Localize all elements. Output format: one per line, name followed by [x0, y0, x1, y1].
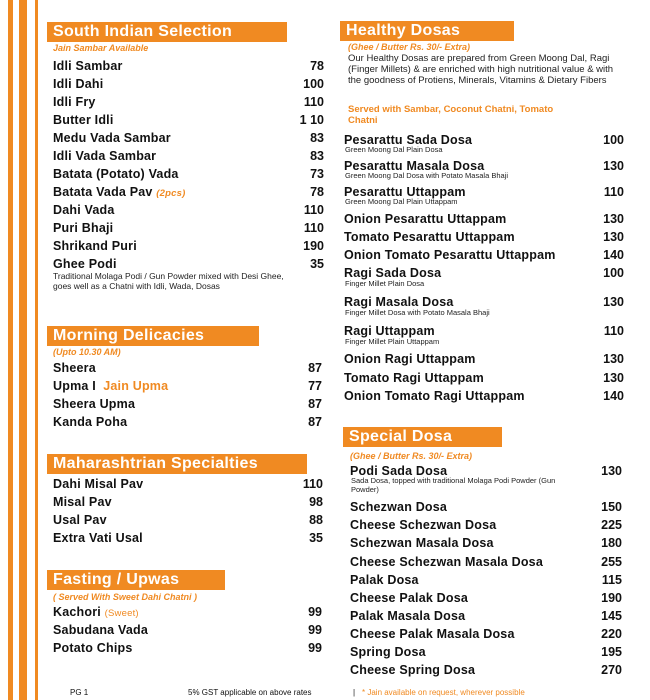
jain-note: * Jain available on request, wherever possible — [362, 688, 525, 697]
menu-item: Cheese Schezwan Masala Dosa — [350, 555, 543, 569]
menu-item: Tomato Ragi Uttappam — [344, 371, 484, 385]
menu-price: 1 10 — [299, 113, 324, 127]
menu-price: 150 — [601, 500, 622, 514]
menu-item: Upma I Jain Upma — [53, 379, 169, 393]
menu-item: Palak Masala Dosa — [350, 609, 466, 623]
menu-price: 130 — [603, 212, 624, 226]
menu-price: 87 — [308, 397, 322, 411]
menu-price: 83 — [310, 149, 324, 163]
menu-price: 140 — [603, 248, 624, 262]
menu-price: 190 — [303, 239, 324, 253]
menu-item: Butter Idli — [53, 113, 114, 127]
menu-price: 35 — [309, 531, 323, 545]
menu-price: 87 — [308, 415, 322, 429]
menu-item: Onion Tomato Pesarattu Uttappam — [344, 248, 556, 262]
menu-price: 110 — [603, 324, 624, 338]
menu-price: 130 — [603, 159, 624, 173]
menu-price: 99 — [308, 641, 322, 655]
menu-item: Ghee Podi — [53, 257, 117, 271]
item-description: Sada Dosa, topped with traditional Molaga Podi Powder (Gun Powder) — [351, 476, 556, 494]
item-extra: Jain Upma — [103, 379, 169, 393]
menu-price: 100 — [603, 266, 624, 280]
item-extra: (2pcs) — [156, 188, 186, 199]
menu-item: Batata Vada Pav (2pcs) — [53, 185, 186, 199]
menu-price: 110 — [303, 95, 324, 109]
menu-item: Extra Vati Usal — [53, 531, 143, 545]
menu-item: Onion Tomato Ragi Uttappam — [344, 389, 525, 403]
menu-price: 220 — [601, 627, 622, 641]
menu-price: 99 — [308, 605, 322, 619]
menu-price: 180 — [601, 536, 622, 550]
menu-item: Ragi Sada Dosa — [344, 266, 442, 280]
footer-separator: | — [353, 688, 356, 697]
section-subtitle-south-indian: Jain Sambar Available — [53, 43, 149, 53]
section-title-fasting: Fasting / Upwas — [47, 570, 225, 590]
section-title-morning: Morning Delicacies — [47, 326, 259, 346]
menu-price: 83 — [310, 131, 324, 145]
menu-item: Medu Vada Sambar — [53, 131, 171, 145]
gst-note: 5% GST applicable on above rates — [188, 688, 312, 697]
left-stripe-3 — [35, 0, 38, 700]
menu-price: 77 — [308, 379, 322, 393]
menu-item: Batata (Potato) Vada — [53, 167, 179, 181]
left-stripe-2 — [19, 0, 27, 700]
menu-item: Pesarattu Masala Dosa — [344, 159, 485, 173]
menu-item: Cheese Spring Dosa — [350, 663, 476, 677]
menu-item: Spring Dosa — [350, 645, 426, 659]
section-subtitle-fasting: ( Served With Sweet Dahi Chatni ) — [53, 592, 197, 602]
menu-item: Schezwan Dosa — [350, 500, 448, 514]
menu-price: 130 — [603, 371, 624, 385]
menu-item: Cheese Palak Masala Dosa — [350, 627, 515, 641]
item-description: Green Moong Dal Dosa with Potato Masala Bhaji — [345, 171, 509, 180]
menu-item: Pesarattu Uttappam — [344, 185, 466, 199]
menu-item: Cheese Schezwan Dosa — [350, 518, 497, 532]
menu-item: Sheera — [53, 361, 96, 375]
menu-item: Palak Dosa — [350, 573, 419, 587]
menu-item: Sheera Upma — [53, 397, 136, 411]
menu-price: 73 — [310, 167, 324, 181]
menu-item: Dahi Vada — [53, 203, 115, 217]
menu-item: Potato Chips — [53, 641, 133, 655]
item-description: Green Moong Dal Plain Uttappam — [345, 197, 458, 206]
menu-item: Schezwan Masala Dosa — [350, 536, 494, 550]
menu-price: 225 — [601, 518, 622, 532]
menu-price: 115 — [601, 573, 622, 587]
item-description: Finger Millet Plain Uttappam — [345, 337, 440, 346]
menu-price: 145 — [601, 609, 622, 623]
menu-price: 190 — [601, 591, 622, 605]
menu-item: Kachori (Sweet) — [53, 605, 139, 619]
item-extra: (Sweet) — [104, 608, 139, 619]
section-title-special: Special Dosa — [343, 427, 502, 447]
menu-item: Pesarattu Sada Dosa — [344, 133, 473, 147]
menu-price: 100 — [303, 77, 324, 91]
page-number: PG 1 — [70, 688, 89, 697]
menu-item: Ragi Masala Dosa — [344, 295, 454, 309]
menu-price: 255 — [601, 555, 622, 569]
menu-price: 270 — [601, 663, 622, 677]
menu-price: 100 — [603, 133, 624, 147]
menu-item: Sabudana Vada — [53, 623, 148, 637]
menu-price: 130 — [603, 295, 624, 309]
menu-price: 110 — [303, 203, 324, 217]
menu-price: 35 — [310, 257, 324, 271]
section-title-maharashtrian: Maharashtrian Specialties — [47, 454, 307, 474]
section-title-healthy: Healthy Dosas — [340, 21, 514, 41]
menu-price: 110 — [603, 185, 624, 199]
menu-item: Shrikand Puri — [53, 239, 137, 253]
menu-price: 130 — [603, 230, 624, 244]
menu-item: Onion Ragi Uttappam — [344, 352, 476, 366]
menu-price: 130 — [603, 352, 624, 366]
menu-item: Dahi Misal Pav — [53, 477, 144, 491]
menu-price: 78 — [310, 185, 324, 199]
section-subtitle-morning: (Upto 10.30 AM) — [53, 347, 121, 357]
menu-item: Podi Sada Dosa — [350, 464, 448, 478]
menu-item: Tomato Pesarattu Uttappam — [344, 230, 515, 244]
item-description: Green Moong Dal Plain Dosa — [345, 145, 443, 154]
section-subtitle-healthy: (Ghee / Butter Rs. 30/- Extra) — [348, 42, 471, 52]
healthy-served-with: Served with Sambar, Coconut Chatni, Tomato Chatni — [348, 104, 554, 126]
item-description: Finger Millet Dosa with Potato Masala Bhaji — [345, 308, 490, 317]
menu-item: Onion Pesarattu Uttappam — [344, 212, 507, 226]
menu-price: 98 — [309, 495, 323, 509]
menu-item: Idli Dahi — [53, 77, 104, 91]
menu-price: 140 — [603, 389, 624, 403]
healthy-intro: Our Healthy Dosas are prepared from Green Moong Dal, Ragi (Finger Millets) & are enriched with high nutritional value & with the goodness of Protiens, Minerals, Vitamins & Dietary Fibers — [348, 53, 614, 86]
section-subtitle-special: (Ghee / Butter Rs. 30/- Extra) — [350, 451, 473, 461]
menu-price: 195 — [601, 645, 622, 659]
menu-item: Idli Vada Sambar — [53, 149, 157, 163]
menu-item: Idli Fry — [53, 95, 96, 109]
menu-price: 110 — [302, 477, 323, 491]
menu-price: 130 — [601, 464, 622, 478]
menu-price: 88 — [309, 513, 323, 527]
section-title-south-indian: South Indian Selection — [47, 22, 287, 42]
menu-item: Usal Pav — [53, 513, 107, 527]
menu-price: 87 — [308, 361, 322, 375]
menu-item: Idli Sambar — [53, 59, 123, 73]
left-stripe-1 — [8, 0, 13, 700]
menu-price: 99 — [308, 623, 322, 637]
menu-item: Ragi Uttappam — [344, 324, 435, 338]
menu-item: Cheese Palak Dosa — [350, 591, 469, 605]
item-description: Traditional Molaga Podi / Gun Powder mixed with Desi Ghee, goes well as a Chatni with Idli, Wada, Dosas — [53, 271, 284, 291]
menu-price: 110 — [303, 221, 324, 235]
menu-item: Kanda Poha — [53, 415, 128, 429]
item-description: Finger Millet Plain Dosa — [345, 279, 425, 288]
menu-price: 78 — [310, 59, 324, 73]
menu-item: Puri Bhaji — [53, 221, 114, 235]
menu-item: Misal Pav — [53, 495, 112, 509]
